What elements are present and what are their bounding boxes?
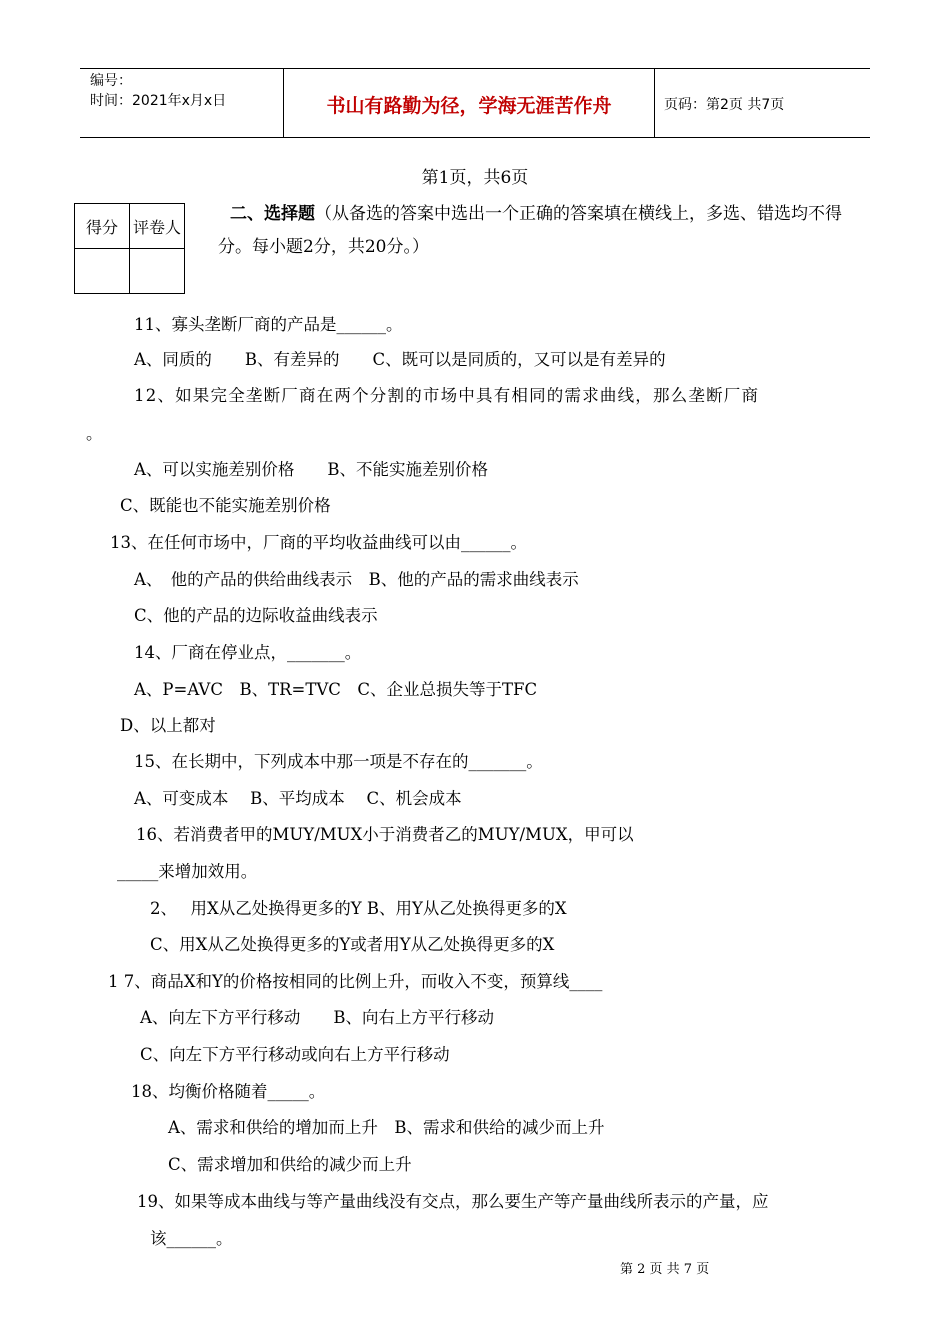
option-line: C、向左下方平行移动或向右上方平行移动	[140, 1045, 450, 1064]
question-line: 13、在任何市场中，厂商的平均收益曲线可以由______。	[110, 533, 527, 552]
option-line: A、可以实施差别价格 B、不能实施差别价格	[134, 460, 489, 479]
question-line: 11、寡头垄断厂商的产品是______。	[134, 315, 403, 334]
header-meta	[90, 71, 226, 111]
option-line: A、可变成本 B、平均成本 C、机会成本	[134, 789, 462, 808]
question-line: 18、均衡价格随着_____。	[131, 1082, 326, 1101]
motto: 书山有路勤为径，学海无涯苦作舟	[326, 95, 612, 117]
question-line: _____来增加效用。	[117, 862, 258, 881]
question-line: 14、厂商在停业点，_______。	[134, 643, 362, 662]
page-footer: 第 2 页 共 7 页	[620, 1262, 710, 1277]
time-label: 时间：2021年x月x日	[90, 93, 227, 109]
grader-cell	[130, 249, 185, 294]
option-line: A、P=AVC B、TR=TVC C、企业总损失等于TFC	[134, 680, 538, 699]
option-line: C、用X从乙处换得更多的Y或者用Y从乙处换得更多的X	[150, 935, 555, 954]
option-line: A、需求和供给的增加而上升 B、需求和供给的减少而上升	[168, 1118, 605, 1137]
section-instruction: （从备选的答案中选出一个正确的答案填在横线上，多选、错选均不得分。每小题2分，共20分。）	[218, 204, 842, 257]
question-line: 该______。	[150, 1229, 233, 1248]
question-line: 。	[86, 424, 103, 443]
option-line: D、以上都对	[120, 716, 216, 735]
question-line: 19、如果等成本曲线与等产量曲线没有交点，那么要生产等产量曲线所表示的产量，应	[137, 1192, 769, 1211]
header-divider	[654, 69, 655, 137]
question-line: 1 7、商品X和Y的价格按相同的比例上升，而收入不变，预算线____	[108, 972, 603, 991]
option-line: C、他的产品的边际收益曲线表示	[134, 606, 378, 625]
option-line: 2、 用X从乙处换得更多的Y B、用Y从乙处换得更多的X	[150, 899, 567, 918]
score-table	[74, 203, 185, 294]
page-header	[80, 68, 870, 138]
code-label: 编号：	[90, 73, 132, 89]
page-code: 页码：第2页 共7页	[664, 97, 785, 113]
option-line: C、需求增加和供给的减少而上升	[168, 1155, 412, 1174]
option-line: A、同质的 B、有差异的 C、既可以是同质的，又可以是有差异的	[134, 350, 666, 369]
section-heading	[218, 198, 868, 264]
score-cell	[75, 249, 130, 294]
grader-header: 评卷人	[130, 204, 185, 249]
score-header: 得分	[75, 204, 130, 249]
option-line: A、向左下方平行移动 B、向右上方平行移动	[140, 1008, 495, 1027]
page-title: 第1页，共6页	[421, 168, 529, 188]
option-line: A、 他的产品的供给曲线表示 B、他的产品的需求曲线表示	[134, 570, 579, 589]
question-line: 16、若消费者甲的MUY/MUX小于消费者乙的MUY/MUX，甲可以	[136, 825, 634, 844]
section-title: 二、选择题	[230, 204, 315, 224]
question-line: 15、在长期中，下列成本中那一项是不存在的_______。	[134, 752, 543, 771]
option-line: C、既能也不能实施差别价格	[120, 496, 331, 515]
question-line: 12、如果完全垄断厂商在两个分割的市场中具有相同的需求曲线，那么垄断厂商	[134, 386, 760, 405]
